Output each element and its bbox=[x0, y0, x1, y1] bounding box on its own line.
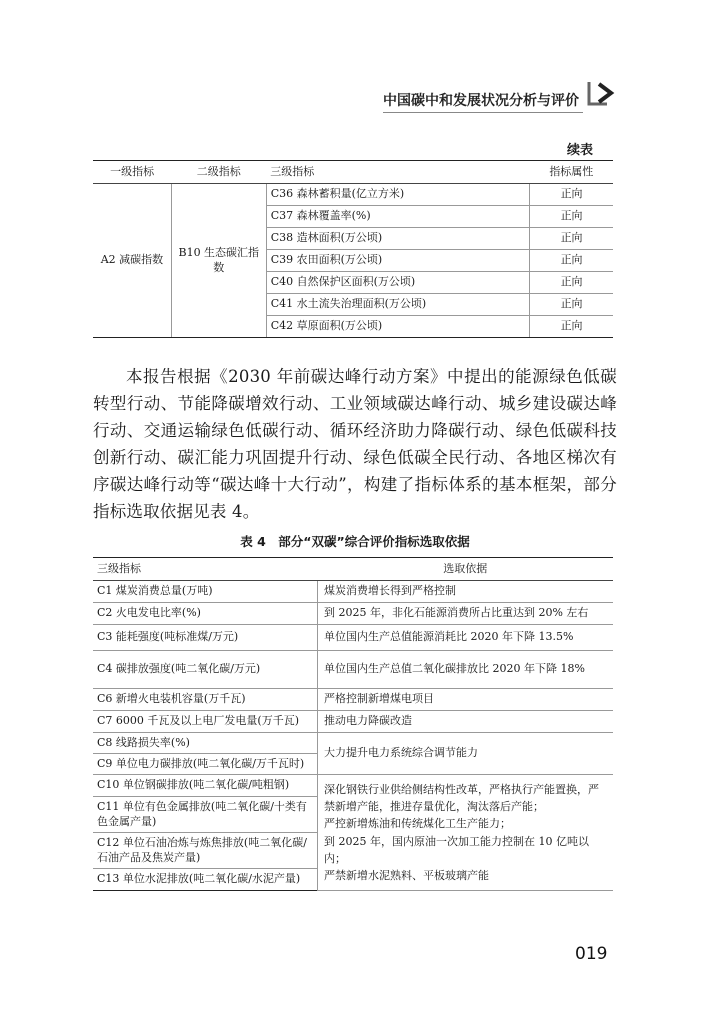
table-row bbox=[93, 603, 613, 625]
table-row bbox=[93, 711, 613, 733]
basis-cell: 单位国内生产总值能源消耗比 2020 年下降 13.5% bbox=[318, 625, 614, 651]
indicator-cell: C40 自然保护区面积(万公顷) bbox=[266, 272, 529, 294]
column-header: 一级指标 bbox=[93, 161, 171, 184]
table-row bbox=[93, 651, 613, 689]
column-header: 二级指标 bbox=[171, 161, 266, 184]
indicator-cell: C4 碳排放强度(吨二氧化碳/万元) bbox=[93, 651, 318, 689]
attribute-cell: 正向 bbox=[530, 316, 613, 338]
column-header: 指标属性 bbox=[530, 161, 613, 184]
indicator-cell: C1 煤炭消费总量(万吨) bbox=[93, 581, 318, 603]
basis-line: 严禁新增水泥熟料、平板玻璃产能 bbox=[324, 868, 489, 882]
column-header: 三级指标 bbox=[93, 558, 318, 581]
attribute-cell: 正向 bbox=[530, 294, 613, 316]
table-header-row bbox=[93, 161, 613, 184]
basis-cell: 严格控制新增煤电项目 bbox=[318, 689, 614, 711]
basis-cell: 煤炭消费增长得到严格控制 bbox=[318, 581, 614, 603]
table-row bbox=[93, 775, 613, 797]
header-rule bbox=[383, 112, 583, 113]
basis-cell bbox=[318, 775, 614, 891]
indicator-basis-table bbox=[93, 557, 613, 891]
basis-line: 严控新增炼油和传统煤化工生产能力； bbox=[324, 817, 511, 831]
table-row bbox=[93, 733, 613, 754]
attribute-cell: 正向 bbox=[530, 206, 613, 228]
basis-cell: 到 2025 年，非化石能源消费所占比重达到 20% 左右 bbox=[318, 603, 614, 625]
table-row bbox=[93, 625, 613, 651]
attribute-cell: 正向 bbox=[530, 250, 613, 272]
running-header: 中国碳中和发展状况分析与评价 bbox=[383, 93, 579, 109]
basis-line: 到 2025 年，国内原油一次加工能力控制在 10 亿吨以内； bbox=[324, 834, 589, 865]
indicator-cell: C13 单位水泥排放(吨二氧化碳/水泥产量) bbox=[93, 869, 318, 891]
indicator-cell: C39 农田面积(万公顷) bbox=[266, 250, 529, 272]
indicator-cell: C2 火电发电比率(%) bbox=[93, 603, 318, 625]
level2-cell: B10 生态碳汇指数 bbox=[171, 184, 266, 338]
continued-label: 续表 bbox=[567, 143, 594, 158]
column-header: 选取依据 bbox=[318, 558, 614, 581]
indicator-cell: C37 森林覆盖率(%) bbox=[266, 206, 529, 228]
attribute-cell: 正向 bbox=[530, 184, 613, 206]
indicator-cell: C9 单位电力碳排放(吨二氧化碳/万千瓦时) bbox=[93, 754, 318, 775]
indicator-cell: C6 新增火电装机容量(万千瓦) bbox=[93, 689, 318, 711]
table-row bbox=[93, 581, 613, 603]
attribute-cell: 正向 bbox=[530, 228, 613, 250]
table-caption: 表 4 部分“双碳”综合评价指标选取依据 bbox=[240, 534, 470, 549]
basis-line: 深化钢铁行业供给侧结构性改革，严格执行产能置换，严禁新增产能，推进存量优化，淘汰落后产能； bbox=[324, 783, 599, 814]
attribute-cell: 正向 bbox=[530, 272, 613, 294]
indicator-cell: C38 造林面积(万公顷) bbox=[266, 228, 529, 250]
indicator-cell: C41 水土流失治理面积(万公顷) bbox=[266, 294, 529, 316]
basis-cell: 单位国内生产总值二氧化碳排放比 2020 年下降 18% bbox=[318, 651, 614, 689]
indicator-cell: C3 能耗强度(吨标准煤/万元) bbox=[93, 625, 318, 651]
body-paragraph: 本报告根据《2030 年前碳达峰行动方案》中提出的能源绿色低碳转型行动、节能降碳增效行动、工业领域碳达峰行动、城乡建设碳达峰行动、交通运输绿色低碳行动、循环经济助力降碳行动、绿色低碳科技创新行动、碳汇能力巩固提升行动、绿色低碳全民行动、各地区梯次有序碳达峰行动等“碳达峰十大行动”，构建了指标体系的基本框架，部分指标选取依据见表 4。 bbox=[93, 367, 617, 521]
indicator-cell: C11 单位有色金属排放(吨二氧化碳/十类有色金属产量) bbox=[93, 797, 318, 833]
table-row bbox=[93, 689, 613, 711]
indicator-cell: C7 6000 千瓦及以上电厂发电量(万千瓦) bbox=[93, 711, 318, 733]
indicator-cell: C8 线路损失率(%) bbox=[93, 733, 318, 754]
indicator-cell: C10 单位钢碳排放(吨二氧化碳/吨粗钢) bbox=[93, 775, 318, 797]
basis-cell: 大力提升电力系统综合调节能力 bbox=[318, 733, 614, 775]
table-header-row bbox=[93, 558, 613, 581]
basis-cell: 推动电力降碳改造 bbox=[318, 711, 614, 733]
indicator-table-continued bbox=[93, 160, 613, 338]
indicator-cell: C42 草原面积(万公顷) bbox=[266, 316, 529, 338]
indicator-cell: C36 森林蓄积量(亿立方米) bbox=[266, 184, 529, 206]
level1-cell: A2 减碳指数 bbox=[93, 184, 171, 338]
column-header: 三级指标 bbox=[266, 161, 529, 184]
page-number: 019 bbox=[575, 944, 608, 964]
indicator-cell: C12 单位石油冶炼与炼焦排放(吨二氧化碳/石油产品及焦炭产量) bbox=[93, 833, 318, 869]
chevron-logo-icon bbox=[585, 78, 619, 108]
table-row bbox=[93, 184, 613, 206]
